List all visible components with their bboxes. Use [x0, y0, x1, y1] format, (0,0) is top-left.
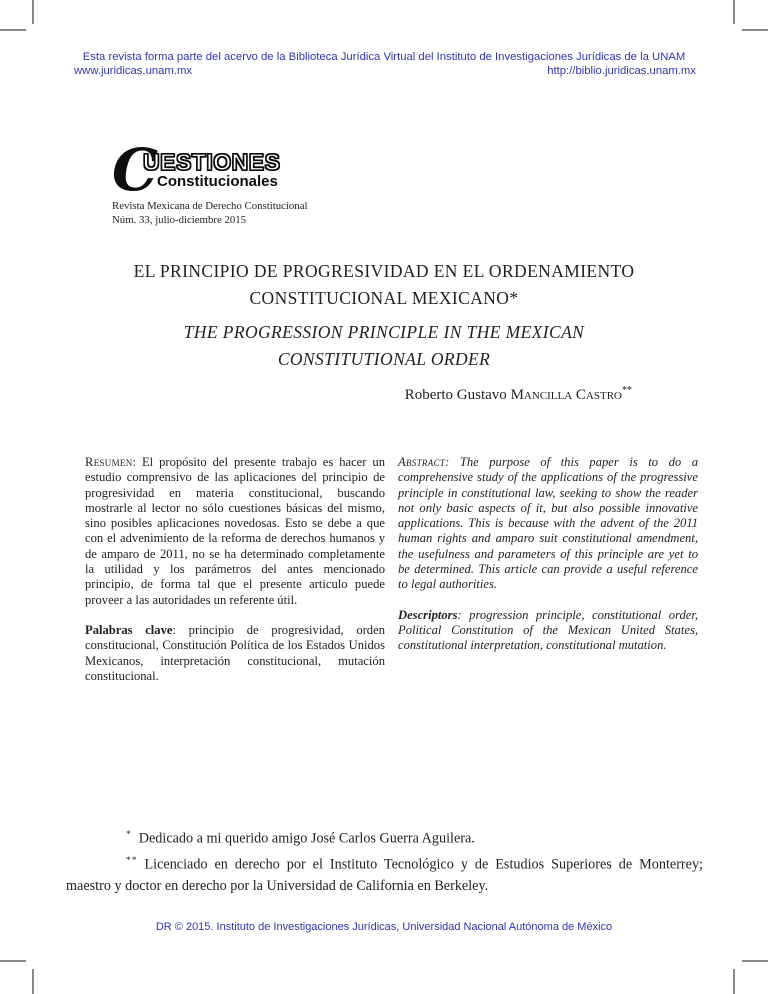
link-juridicas-unam[interactable]: www.juridicas.unam.mx	[74, 65, 193, 77]
palabras-clave-paragraph	[85, 623, 385, 684]
title-es-line1: EL PRINCIPIO DE PROGRESIVIDAD EN EL ORDENAMIENTO	[133, 261, 635, 281]
resumen-text: : El propósito del presente trabajo es hacer un estudio comprensivo de las aplicaciones del principio de progresividad en materia constitucional, buscando mostrarle al lector no sólo cuestiones básicas del mismo, sino posibles aplicaciones novedosas. Esto se debe a que con el advenimiento de la reforma de derechos humanos y de amparo de 2011, no se ha determinado completamente la utilidad y los parámetros del antes mencionado principio, de forma tal que el presente articulo puede proveer a las autoridades un referente útil.	[85, 455, 385, 607]
library-notice: Esta revista forma parte del acervo de la Biblioteca Jurídica Virtual del Instituto de Investigaciones Jurídicas de la UNAM	[82, 51, 686, 63]
logo-tagline-constitucionales: Constitucionales	[157, 173, 278, 190]
crop-mark-bottom-right-horizontal	[742, 960, 768, 962]
author-footnote-marker: **	[622, 385, 632, 396]
resumen-label: Resumen	[85, 455, 133, 469]
journal-name: Revista Mexicana de Derecho Constitucional	[112, 200, 308, 212]
descriptors-text: : progression principle, constitutional order, Political Constitution of the Mexican United States, constitutional interpretation, constitutional mutation.	[398, 607, 698, 653]
journal-info	[112, 200, 307, 227]
crop-mark-bottom-right-vertical	[733, 969, 735, 994]
author-surname: Mancilla Castro	[510, 387, 622, 403]
author-byline	[66, 385, 702, 404]
title-en-line1: THE PROGRESSION PRINCIPLE IN THE MEXICAN	[183, 322, 585, 342]
footnote-marker-1: *	[126, 830, 132, 840]
article-title-english	[0, 319, 768, 373]
abstract-label: Abstract	[398, 455, 446, 469]
author-given-name: Roberto Gustavo	[404, 387, 507, 403]
copyright-footer: DR © 2015. Instituto de Investigaciones Jurídicas, Universidad Nacional Autónoma de México	[155, 921, 613, 933]
crop-mark-top-left-horizontal	[0, 29, 26, 31]
article-title-spanish	[0, 258, 768, 312]
crop-mark-top-right-horizontal	[742, 29, 768, 31]
footnote-text-2: Licenciado en derecho por el Instituto Tecnológico y de Estudios Superiores de Monterrey; maestro y doctor en derecho por la Universidad de California en Berkeley.	[66, 856, 703, 895]
title-en-line2: CONSTITUTIONAL ORDER	[277, 349, 491, 369]
palabras-clave-text: : principio de progresividad, orden constitucional, Constitución Política de los Estados Unidos Mexicanos, interpretación constitucional, mutación constitucional.	[85, 622, 385, 683]
logo-initial-c: C	[112, 136, 159, 204]
journal-logo	[112, 136, 302, 204]
link-biblio-juridicas-unam[interactable]: http://biblio.juridicas.unam.mx	[547, 65, 696, 77]
abstract-text: : The purpose of this paper is to do a comprehensive study of the applications of the progressive principle in constitutional law, seeking to show the reader not only basic aspects of it, but also possible innovative applications. This is because with the advent of the 2011 human rights and amparo suit constitutional amendment, the usefulness and parameters of this principle are yet to be determined. This article can provide a useful reference to legal authorities.	[398, 455, 698, 592]
logo-word-cuestiones: UESTIONES	[143, 149, 281, 175]
crop-mark-top-left-vertical	[32, 0, 34, 24]
footnote-author-bio	[66, 850, 703, 898]
header-urls	[74, 65, 696, 77]
footnotes-section	[66, 824, 703, 897]
abstract-column-spanish	[85, 455, 385, 684]
abstract-column-english	[398, 455, 698, 684]
descriptors-label: Descriptors	[398, 607, 458, 622]
title-es-line2: CONSTITUCIONAL MEXICANO*	[249, 288, 519, 308]
abstracts-section	[85, 455, 698, 684]
crop-mark-bottom-left-vertical	[32, 969, 34, 994]
journal-issue: Núm. 33, julio-diciembre 2015	[112, 213, 247, 226]
crop-mark-top-right-vertical	[733, 0, 735, 24]
crop-mark-bottom-left-horizontal	[0, 960, 26, 962]
footnote-marker-2: **	[126, 855, 138, 866]
resumen-paragraph	[85, 455, 385, 608]
abstract-paragraph	[398, 455, 698, 593]
palabras-clave-label: Palabras clave	[85, 622, 173, 637]
descriptors-paragraph	[398, 608, 698, 654]
footnote-dedication	[66, 824, 703, 850]
footnote-text-1: Dedicado a mi querido amigo José Carlos Guerra Aguilera.	[138, 830, 475, 847]
